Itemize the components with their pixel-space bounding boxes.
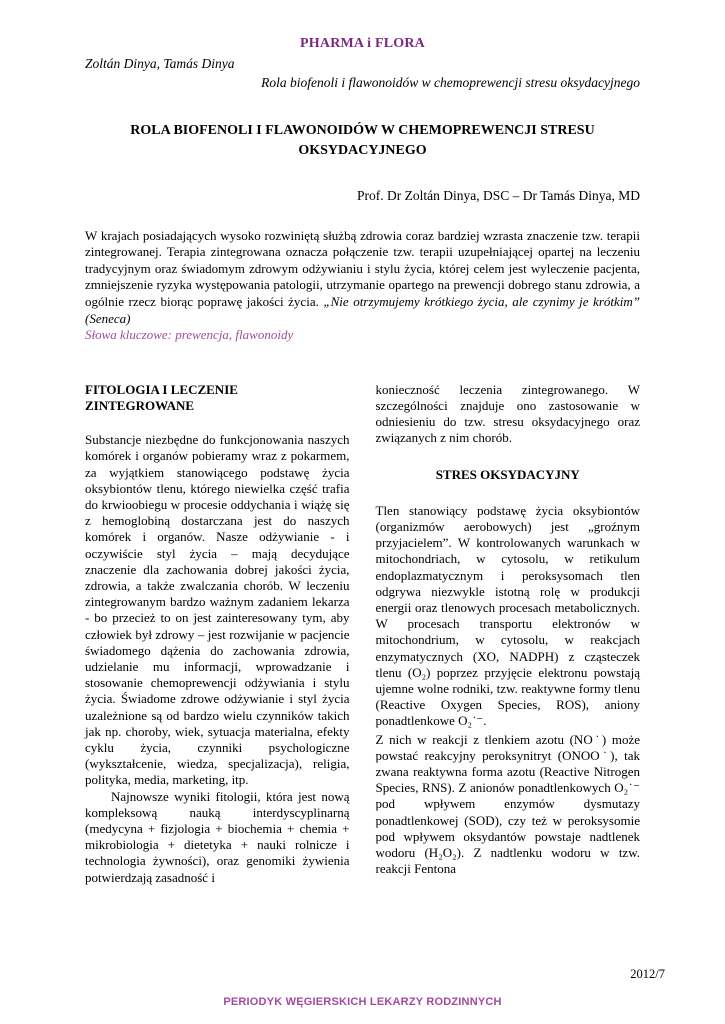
right-column-paragraph-1: Tlen stanowiący podstawę życia oksybiontów (organizmów aerobowych) jest „groźnym przyjacielem”. W kontrolowanych warunkach w mitochondriach, w cytosolu, w retikulum endoplazmatycznym i peroksysomach tlen odgrywa niezwykle istotną rolę w produkcji energii oraz tlenowych procesach metabolicznych. W procesach transportu elektronów w mitochondrium, w cytosolu, w reakcjach enzymatycznych (XO, NADPH) z cząsteczek tlenu (O₂) poprzez przyjęcie elektronu powstają ujemne wolne rodniki, tzw. reaktywne formy tlenu (Reactive Oxygen Species, ROS), aniony ponadtlenkowe O₂˙⁻. <box>375 502 640 729</box>
left-column-paragraph-2: Najnowsze wyniki fitologii, która jest nową kompleksową nauką interdyscyplinarną (medycyna + fizjologia + biochemia + chemia + mikrobiologia + dietetyka + nauki rolnicze i technologia żywności), oraz genomiki żywienia potwierdzają zasadność i <box>85 788 350 885</box>
page-number: 2012/7 <box>630 967 665 981</box>
intro-quote: „Nie otrzymujemy krótkiego życia, ale czynimy je krótkim” (Seneca) <box>85 293 640 326</box>
left-column <box>85 382 350 886</box>
section-heading-stres-oksydacyjny: STRES OKSYDACYJNY <box>435 466 580 482</box>
article-byline: Prof. Dr Zoltán Dinya, DSC – Dr Tamás Dinya, MD <box>356 187 640 203</box>
intro-text: W krajach posiadających wysoko rozwiniętą służbą zdrowia coraz bardziej wzrasta znaczenie tzw. terapii zintegrowanej. Terapia zintegrowana oznacza połączenie tzw. terapii uzupełniającej opartej na leczeniu tradycyjnym oraz świadomym zdrowym odżywianiu i stylu życia, której celem jest wyleczenie pacjenta, zmniejszenie ryzyka występowania patologii, utrzymanie opartego na prewencji dobrego stanu zdrowia, a ogólnie rzecz biorąc poprawę jakości życia. <box>85 227 640 309</box>
journal-title: PHARMA i FLORA <box>300 36 425 51</box>
right-column-continuation: konieczność leczenia zintegrowanego. W szczególności znajduje ono zastosowanie w odniesieniu do tzw. stresu oksydacyjnego oraz związanych z nim chorób. <box>375 381 640 446</box>
left-column-paragraph-1: Substancje niezbędne do funkcjonowania naszych komórek i organów pobieramy wraz z pokarmem, za wyjątkiem stanowiącego podstawę życia oksybiontów tlenu, którego niewielka część trafia do krwioobiegu w procesie oddychania i wiążę się z hemoglobiną dostarczana jest do naszych komórek i organów. Nasze odżywianie - i oczywiście styl życia – mają decydujące znaczenie dla zachowania dobrej jakości życia, zdrowia, a także zwalczania chorób. W leczeniu zintegrowanym bardzo ważnym zadaniem lekarza - bo przecież to on jest zainteresowany tym, aby człowiek był zdrowy – jest rozwijanie w pacjencie świadomego dążenia do zachowania zdrowia, udzielanie mu informacji, wprowadzanie i stosowanie chemoprewencji odżywiania i stylu życia. Świadome zdrowe odżywianie i styl życia uzależnione są od bardzo wielu czynników takich jak np. choroby, wiek, sytuacja materialna, efekty cyklu życia, czynniki psychologiczne (wykształcenie, wiedza, specjalizacja), religia, polityka, media, marketing, itp. <box>85 432 350 788</box>
right-column <box>376 382 641 886</box>
header-authors: Zoltán Dinya, Tamás Dinya <box>85 56 235 71</box>
running-title: Rola biofenoli i flawonoidów w chemoprewencji stresu oksydacyjnego <box>261 75 640 90</box>
section-heading-fitologia: FITOLOGIA I LECZENIE ZINTEGROWANE <box>85 381 238 413</box>
right-column-paragraph-2: Z nich w reakcji z tlenkiem azotu (NO˙) może powstać reakcyjny peroksynitryt (ONOO˙), tak zwana reaktywna forma azotu (Reactive Nitrogen Species, RNS). Z anionów ponadtlenkowych O₂˙⁻ pod wpływem enzymów dysmutazy ponadtlenkowej (SOD), czy też w peroksysomie pod wpływem oksydantów powstaje nadtlenek wodoru (H₂O₂). Z nadtlenku wodoru w tzw. reakcji Fentona <box>375 731 640 877</box>
intro-paragraph <box>85 228 640 328</box>
footer-journal-label: PERIODYK WĘGIERSKICH LEKARZY RODZINNYCH <box>223 996 502 1008</box>
keywords-line: Słowa kluczowe: prewencja, flawonoidy <box>85 327 294 343</box>
two-column-body <box>85 382 640 886</box>
article-title: ROLA BIOFENOLI I FLAWONOIDÓW W CHEMOPREWENCJI STRESU OKSYDACYJNEGO <box>130 123 595 159</box>
